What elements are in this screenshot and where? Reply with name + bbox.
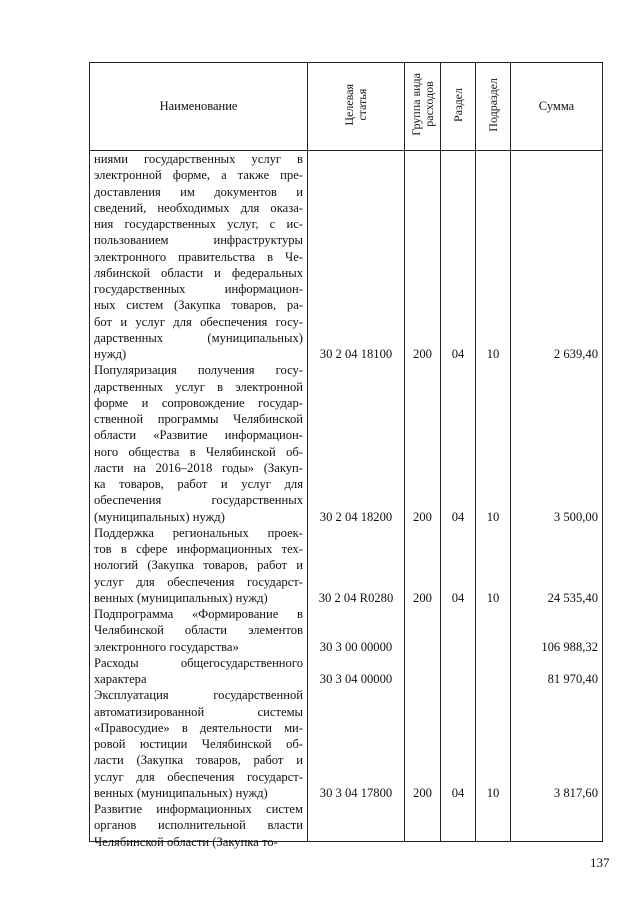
subsection-column (476, 151, 511, 842)
name-line: венных (муниципальных) нужд) (94, 785, 268, 800)
name-line: Эксплуатация государственной (94, 688, 303, 703)
name-line: Челябинской области (Закупка то- (94, 834, 278, 849)
name-line: нужд) (94, 347, 127, 361)
name-line: услуг для обеспечения государст- (94, 574, 303, 589)
name-line: области «Развитие информацион- (94, 428, 303, 443)
name-column (90, 151, 308, 849)
cell-section: 04 (451, 509, 465, 524)
name-line: Популяризация получения госу- (94, 363, 303, 378)
name-line: нологий (Закупка товаров, работ и (94, 558, 303, 573)
header-subsection: Подраздел (476, 63, 511, 151)
header-name: Наименование (90, 63, 308, 151)
budget-table (89, 62, 603, 849)
cell-group: 200 (413, 347, 432, 361)
cell-target: 30 2 04 18100 (319, 347, 393, 361)
cell-section: 04 (451, 590, 465, 605)
header-group: Группа вида расходов (405, 63, 441, 151)
name-line: ственной программы Челябинской (94, 412, 303, 426)
name-line: тов в сфере информационных тех- (94, 542, 303, 556)
cell-target: 30 3 04 00000 (319, 672, 393, 686)
name-line: электронного государства» (94, 639, 239, 654)
name-line: ровой юстиции Челябинской об- (94, 737, 303, 751)
cell-sum: 2 639,40 (553, 347, 598, 361)
cell-section: 04 (451, 347, 465, 361)
name-line: ласти на 2016–2018 годы» (Закуп- (94, 460, 303, 475)
name-line: ния государственных услуг, с ис- (94, 217, 303, 231)
cell-sum: 24 535,40 (547, 590, 598, 605)
cell-sum: 3 500,00 (553, 509, 598, 524)
row-name (90, 801, 307, 850)
cell-subsection: 10 (486, 785, 500, 800)
name-line: доставления им документов и (94, 184, 303, 199)
row-name (90, 655, 307, 688)
cell-group: 200 (413, 785, 432, 800)
name-line: услуг для обеспечения государст- (94, 769, 303, 784)
cell-target: 30 2 04 18200 (319, 509, 393, 524)
name-line: органов исполнительной власти (94, 818, 303, 833)
header-section: Раздел (441, 63, 476, 151)
sum-column (511, 151, 603, 842)
cell-group: 200 (413, 509, 432, 524)
name-line: «Правосудие» в деятельности ми- (94, 720, 303, 735)
name-line: (муниципальных) нужд) (94, 509, 225, 524)
name-line: Челябинской области элементов (94, 623, 303, 638)
name-line: ных систем (Закупка товаров, ра- (94, 298, 303, 313)
name-line: дарственных (муниципальных) (94, 330, 303, 345)
name-line: дарственных услуг в электронной (94, 379, 303, 394)
name-line: электронного правительства в Че- (94, 249, 303, 264)
name-line: Подпрограмма «Формирование в (94, 607, 303, 621)
cell-target: 30 3 04 17800 (319, 785, 393, 800)
row-name (90, 151, 307, 362)
name-line: электронной форме, а также пре- (94, 168, 303, 183)
row-name (90, 525, 307, 606)
name-line: лябинской области и федеральных (94, 265, 303, 280)
name-line: сведений, необходимых для оказа- (94, 200, 303, 215)
name-line: ниями государственных услуг в (94, 152, 303, 166)
name-line: ного общества в Челябинской об- (94, 444, 303, 459)
name-line: ласти (Закупка товаров, работ и (94, 753, 303, 768)
target-column (308, 151, 405, 842)
header-sum: Сумма (511, 63, 603, 151)
table-body-row (90, 151, 603, 842)
cell-sum: 81 970,40 (547, 672, 598, 686)
section-column (441, 151, 476, 842)
group-column (405, 151, 441, 842)
cell-section: 04 (451, 785, 465, 800)
name-line: государственных информацион- (94, 282, 303, 296)
page-number: 137 (590, 855, 610, 870)
name-line: автоматизированной системы (94, 704, 303, 719)
cell-sum: 106 988,32 (541, 639, 598, 654)
cell-target: 30 2 04 R0280 (318, 590, 394, 605)
name-line: характера (94, 672, 147, 686)
cell-target: 30 3 00 00000 (319, 639, 393, 654)
cell-group: 200 (413, 590, 432, 605)
name-line: Поддержка региональных проек- (94, 525, 303, 540)
cell-sum: 3 817,60 (553, 785, 598, 800)
name-line: Развитие информационных систем (94, 802, 303, 816)
name-line: обеспечения государственных (94, 493, 303, 508)
header-target: Целевая статья (308, 63, 405, 151)
row-name (90, 606, 307, 655)
name-line: венных (муниципальных) нужд) (94, 590, 268, 605)
row-name (90, 687, 307, 801)
cell-subsection: 10 (486, 347, 500, 361)
name-line: Расходы общегосударственного (94, 655, 303, 670)
cell-subsection: 10 (486, 509, 500, 524)
row-name (90, 362, 307, 525)
name-line: форме и сопровождение государ- (94, 395, 303, 410)
table-header-row (90, 63, 603, 151)
name-line: пользованием инфраструктуры (94, 233, 303, 248)
name-line: ка товаров, работ и услуг для (94, 477, 303, 491)
name-line: бот и услуг для обеспечения госу- (94, 314, 303, 329)
cell-subsection: 10 (486, 590, 500, 605)
